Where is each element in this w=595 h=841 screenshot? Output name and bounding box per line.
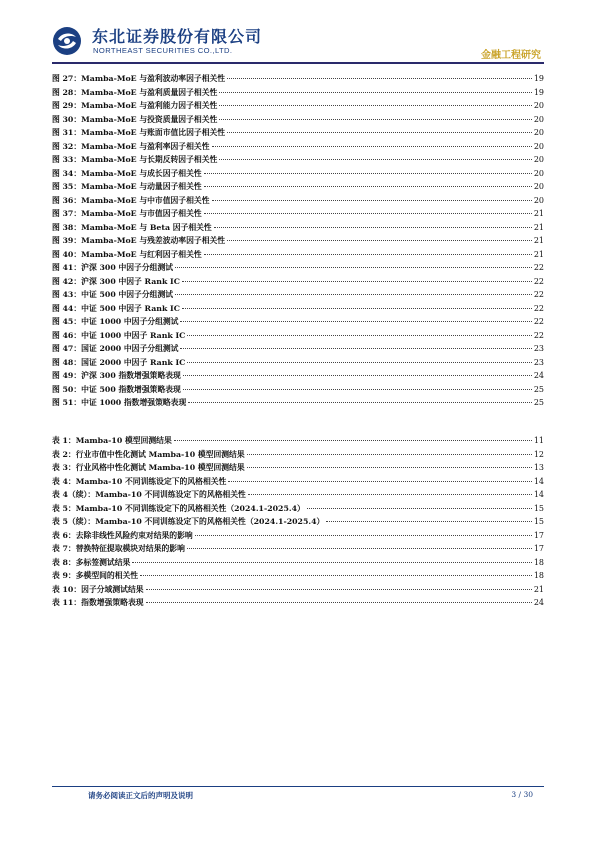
figure-toc-entry-title: 图 46：中证 1000 中因子 Rank IC xyxy=(52,330,186,340)
dot-leader xyxy=(227,77,532,79)
figure-toc-entry-title: 图 34：Mamba-MoE 与成长因子相关性 xyxy=(52,168,202,178)
dot-leader xyxy=(132,561,532,563)
figure-toc-entry[interactable] xyxy=(52,383,544,397)
dot-leader xyxy=(212,145,532,147)
dot-leader xyxy=(188,401,532,403)
report-section-label: 金融工程研究 xyxy=(481,50,541,61)
table-toc-entry-title: 表 10：因子分域测试结果 xyxy=(52,584,144,594)
figure-toc-entry-title: 图 41：沪深 300 中因子分组测试 xyxy=(52,263,174,272)
figure-toc-entry-title: 图 50：中证 500 指数增强策略表现 xyxy=(52,384,181,394)
figure-toc-entry[interactable] xyxy=(52,207,544,221)
dot-leader xyxy=(214,226,532,228)
figure-toc-entry[interactable] xyxy=(52,126,544,140)
table-toc-entry[interactable] xyxy=(52,448,544,462)
figure-toc-entry[interactable] xyxy=(52,342,544,356)
dot-leader xyxy=(175,266,532,268)
figure-toc-entry-title: 图 28：Mamba-MoE 与盈利质量因子相关性 xyxy=(52,87,218,97)
figure-list xyxy=(52,72,544,410)
figure-toc-entry-page-number: 24 xyxy=(533,371,544,380)
dot-leader xyxy=(187,334,531,336)
table-toc-entry[interactable] xyxy=(52,515,544,529)
table-toc-entry-page-number: 24 xyxy=(533,598,544,607)
figure-toc-entry[interactable] xyxy=(52,288,544,302)
figure-toc-entry-title: 图 33：Mamba-MoE 与长期反转因子相关性 xyxy=(52,155,218,164)
dot-leader xyxy=(219,158,532,160)
table-toc-entry-title: 表 2：行业市值中性化测试 Mamba-10 模型回测结果 xyxy=(52,449,245,459)
figure-toc-entry-title: 图 30：Mamba-MoE 与投资质量因子相关性 xyxy=(52,114,218,124)
figure-toc-entry-title: 图 45：中证 1000 中因子分组测试 xyxy=(52,317,179,326)
page-header xyxy=(0,0,595,70)
dot-leader xyxy=(204,253,532,255)
figure-toc-entry[interactable] xyxy=(52,140,544,154)
dot-leader xyxy=(140,574,532,576)
company-name-cn: 东北证券股份有限公司 xyxy=(92,27,263,46)
footer-divider xyxy=(52,786,544,787)
figure-toc-entry-page-number: 21 xyxy=(533,209,544,218)
figure-toc-entry[interactable] xyxy=(52,113,544,127)
dot-leader xyxy=(212,199,532,201)
figure-toc-entry-page-number: 22 xyxy=(533,303,544,313)
dot-leader xyxy=(204,185,532,187)
figure-toc-entry-page-number: 20 xyxy=(533,128,544,137)
dot-leader xyxy=(146,601,532,603)
table-list xyxy=(52,434,544,610)
figure-toc-entry[interactable] xyxy=(52,369,544,383)
table-toc-entry-page-number: 18 xyxy=(533,557,544,567)
dot-leader xyxy=(182,280,532,282)
table-toc-entry-title: 表 4（续）：Mamba-10 不同训练设定下的风格相关性 xyxy=(52,490,246,499)
figure-toc-entry[interactable] xyxy=(52,180,544,194)
dot-leader xyxy=(180,347,531,349)
figure-toc-entry-page-number: 20 xyxy=(533,195,544,205)
figure-toc-entry-title: 图 43：中证 500 中因子分组测试 xyxy=(52,290,174,299)
figure-toc-entry-page-number: 20 xyxy=(533,101,544,110)
table-toc-entry-title: 表 8：多标签测试结果 xyxy=(52,557,131,567)
table-toc-entry-title: 表 6：去除非线性风险约束对结果的影响 xyxy=(52,530,193,540)
figure-toc-entry[interactable] xyxy=(52,86,544,100)
company-name-en: NORTHEAST SECURITIES CO.,LTD. xyxy=(93,46,233,55)
figure-toc-entry-title: 图 35：Mamba-MoE 与动量因子相关性 xyxy=(52,182,202,191)
northeast-securities-logo-icon xyxy=(52,26,82,56)
figure-toc-entry[interactable] xyxy=(52,261,544,275)
table-toc-entry-page-number: 21 xyxy=(533,584,544,594)
figure-toc-entry[interactable] xyxy=(52,302,544,316)
table-toc-entry[interactable] xyxy=(52,502,544,516)
figure-toc-entry-page-number: 25 xyxy=(533,398,544,407)
table-toc-entry[interactable] xyxy=(52,556,544,570)
table-toc-entry-title: 表 7：替换特征提取模块对结果的影响 xyxy=(52,544,185,553)
figure-toc-entry[interactable] xyxy=(52,329,544,343)
figure-toc-entry-title: 图 31：Mamba-MoE 与账面市值比因子相关性 xyxy=(52,128,226,137)
dot-leader xyxy=(146,588,532,590)
figure-toc-entry-title: 图 36：Mamba-MoE 与中市值因子相关性 xyxy=(52,195,210,205)
figure-toc-entry-page-number: 23 xyxy=(533,357,544,367)
table-toc-entry-title: 表 3：行业风格中性化测试 Mamba-10 模型回测结果 xyxy=(52,463,245,472)
dot-leader xyxy=(219,104,532,106)
dot-leader xyxy=(182,307,532,309)
figure-toc-entry-title: 图 49：沪深 300 指数增强策略表现 xyxy=(52,371,181,380)
figure-toc-entry-page-number: 21 xyxy=(533,249,544,259)
dot-leader xyxy=(204,212,532,214)
figure-toc-entry[interactable] xyxy=(52,153,544,167)
figure-toc-entry-page-number: 22 xyxy=(533,276,544,286)
figure-toc-entry-page-number: 23 xyxy=(533,344,544,353)
figure-toc-entry-title: 图 29：Mamba-MoE 与盈利能力因子相关性 xyxy=(52,101,218,110)
dot-leader xyxy=(219,91,532,93)
figure-toc-entry-page-number: 22 xyxy=(533,330,544,340)
dot-leader xyxy=(175,293,532,295)
figure-toc-entry-page-number: 19 xyxy=(533,87,544,97)
dot-leader xyxy=(187,361,531,363)
figure-toc-entry-page-number: 20 xyxy=(533,168,544,178)
footer-disclaimer: 请务必阅读正文后的声明及说明 xyxy=(88,791,193,800)
table-toc-entry-page-number: 15 xyxy=(533,503,544,513)
table-toc-entry-page-number: 15 xyxy=(533,517,544,526)
dot-leader xyxy=(247,453,532,455)
table-toc-entry[interactable] xyxy=(52,583,544,597)
table-toc-entry-title: 表 9：多模型间的相关性 xyxy=(52,571,139,580)
header-divider xyxy=(52,62,544,64)
dot-leader xyxy=(174,439,532,441)
table-toc-entry-title: 表 4：Mamba-10 不同训练设定下的风格相关性 xyxy=(52,476,227,486)
table-toc-entry[interactable] xyxy=(52,569,544,583)
figure-toc-entry[interactable] xyxy=(52,234,544,248)
table-toc-entry-page-number: 12 xyxy=(533,449,544,459)
figure-toc-entry-page-number: 22 xyxy=(533,317,544,326)
page-number: 3 / 30 xyxy=(511,790,533,799)
figure-toc-entry-page-number: 22 xyxy=(533,290,544,299)
dot-leader xyxy=(326,520,531,522)
figure-toc-entry[interactable] xyxy=(52,396,544,410)
table-toc-entry-page-number: 13 xyxy=(533,463,544,472)
figure-toc-entry-title: 图 27：Mamba-MoE 与盈利波动率因子相关性 xyxy=(52,74,226,83)
figure-toc-entry[interactable] xyxy=(52,167,544,181)
figure-toc-entry-title: 图 32：Mamba-MoE 与盈利率因子相关性 xyxy=(52,141,210,151)
dot-leader xyxy=(183,374,532,376)
table-toc-entry[interactable] xyxy=(52,529,544,543)
figure-toc-entry-page-number: 20 xyxy=(533,114,544,124)
table-toc-entry-page-number: 17 xyxy=(533,530,544,540)
dot-leader xyxy=(183,388,532,390)
figure-toc-entry[interactable] xyxy=(52,248,544,262)
figure-toc-entry[interactable] xyxy=(52,194,544,208)
table-toc-entry-page-number: 14 xyxy=(533,490,544,499)
dot-leader xyxy=(180,320,531,322)
dot-leader xyxy=(307,507,532,509)
figure-toc-entry-title: 图 38：Mamba-MoE 与 Beta 因子相关性 xyxy=(52,222,212,232)
table-toc-entry[interactable] xyxy=(52,542,544,556)
dot-leader xyxy=(227,239,532,241)
figure-toc-entry-title: 图 37：Mamba-MoE 与市值因子相关性 xyxy=(52,209,202,218)
figure-toc-entry-page-number: 19 xyxy=(533,74,544,83)
figure-toc-entry[interactable] xyxy=(52,72,544,86)
table-toc-entry-page-number: 18 xyxy=(533,571,544,580)
figure-toc-entry-page-number: 21 xyxy=(533,222,544,232)
dot-leader xyxy=(187,547,532,549)
figure-toc-entry-page-number: 20 xyxy=(533,155,544,164)
figure-toc-entry[interactable] xyxy=(52,356,544,370)
table-toc-entry-page-number: 14 xyxy=(533,476,544,486)
figure-toc-entry-title: 图 48：国证 2000 中因子 Rank IC xyxy=(52,357,186,367)
figure-toc-entry[interactable] xyxy=(52,275,544,289)
table-toc-entry-title: 表 5（续）：Mamba-10 不同训练设定下的风格相关性（2024.1-2025.4） xyxy=(52,517,325,526)
figure-toc-entry[interactable] xyxy=(52,99,544,113)
figure-toc-entry-page-number: 22 xyxy=(533,263,544,272)
figure-toc-entry-page-number: 20 xyxy=(533,141,544,151)
figure-toc-entry-title: 图 51：中证 1000 指数增强策略表现 xyxy=(52,398,187,407)
dot-leader xyxy=(195,534,532,536)
figure-toc-entry-title: 图 42：沪深 300 中因子 Rank IC xyxy=(52,276,180,286)
figure-toc-entry-page-number: 20 xyxy=(533,182,544,191)
table-toc-entry-page-number: 11 xyxy=(533,436,544,445)
figure-toc-entry-title: 图 47：国证 2000 中因子分组测试 xyxy=(52,344,179,353)
figure-toc-entry-page-number: 25 xyxy=(533,384,544,394)
table-toc-entry[interactable] xyxy=(52,475,544,489)
dot-leader xyxy=(248,493,532,495)
figure-toc-entry-title: 图 39：Mamba-MoE 与残差波动率因子相关性 xyxy=(52,236,226,245)
table-toc-entry-title: 表 11：指数增强策略表现 xyxy=(52,598,144,607)
table-toc-entry[interactable] xyxy=(52,434,544,448)
dot-leader xyxy=(204,172,532,174)
dot-leader xyxy=(247,466,532,468)
dot-leader xyxy=(227,131,532,133)
dot-leader xyxy=(228,480,531,482)
figure-toc-entry[interactable] xyxy=(52,315,544,329)
table-toc-entry-title: 表 1：Mamba-10 模型回测结果 xyxy=(52,436,172,445)
table-toc-entry[interactable] xyxy=(52,488,544,502)
table-toc-entry[interactable] xyxy=(52,461,544,475)
figure-toc-entry[interactable] xyxy=(52,221,544,235)
table-toc-entry-page-number: 17 xyxy=(533,544,544,553)
table-toc-entry-title: 表 5：Mamba-10 不同训练设定下的风格相关性（2024.1-2025.4） xyxy=(52,503,305,513)
figure-toc-entry-page-number: 21 xyxy=(533,236,544,245)
figure-toc-entry-title: 图 44：中证 500 中因子 Rank IC xyxy=(52,303,180,313)
dot-leader xyxy=(219,118,532,120)
figure-toc-entry-title: 图 40：Mamba-MoE 与红利因子相关性 xyxy=(52,249,202,259)
table-toc-entry[interactable] xyxy=(52,596,544,610)
